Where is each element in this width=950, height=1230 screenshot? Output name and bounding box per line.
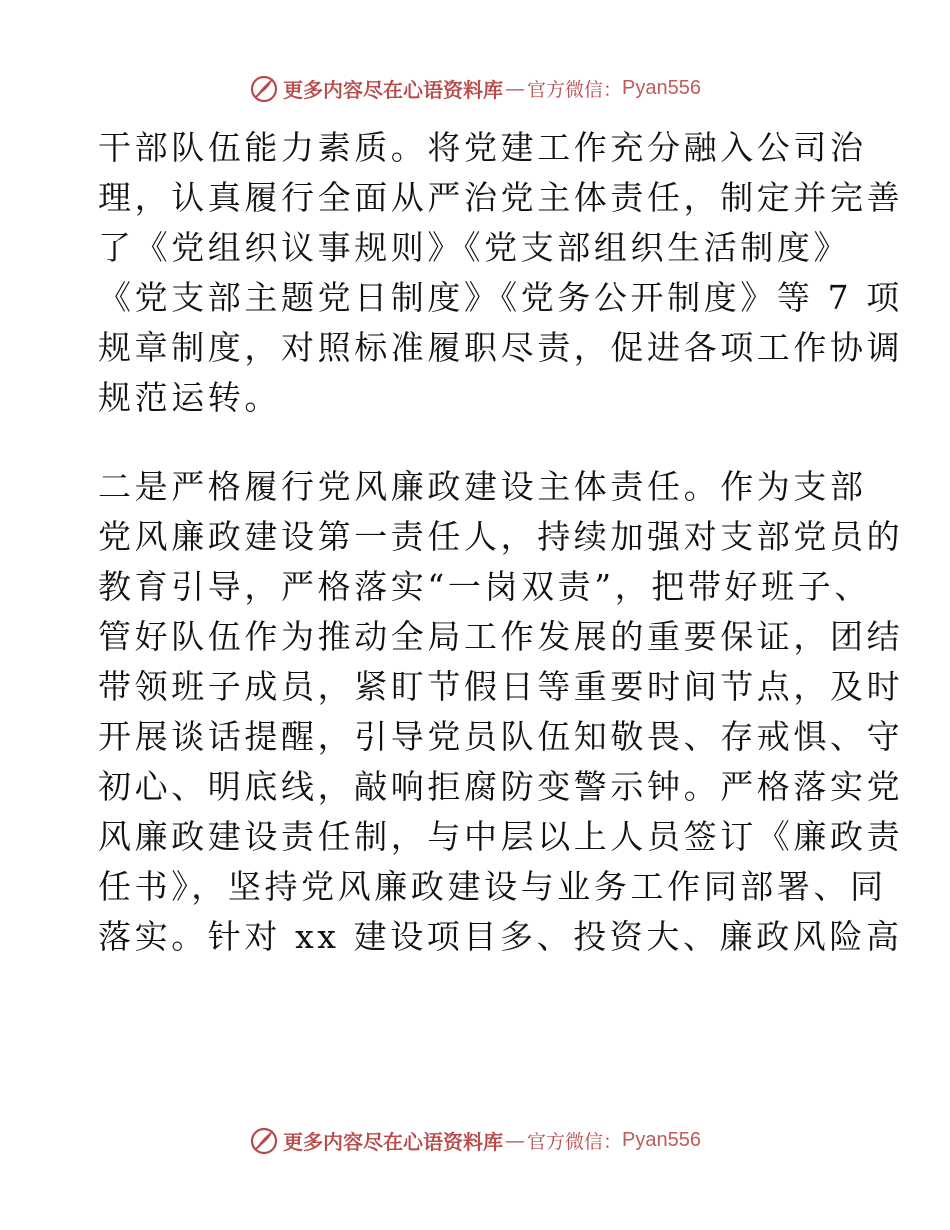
quill-seal-icon — [249, 73, 279, 103]
document-body — [98, 123, 904, 962]
site-name: 更多内容尽在心语资料库 — [283, 1129, 503, 1154]
quill-seal-icon — [249, 1125, 279, 1155]
text-line: 带领班子成员，紧盯节假日等重要时间节点，及时 — [98, 667, 904, 706]
text-line: 初心、明底线，敲响拒腐防变警示钟。严格落实党 — [98, 767, 904, 806]
paragraph-2 — [98, 462, 904, 962]
wechat-label: 官方微信： — [527, 1130, 623, 1153]
paragraph-1 — [98, 123, 904, 423]
text-line: 管好队伍作为推动全局工作发展的重要保证，团结 — [98, 617, 904, 656]
wechat-id: Pyan556 — [622, 1128, 701, 1151]
header-banner — [0, 68, 950, 108]
text-line: 任书》，坚持党风廉政建设与业务工作同部署、同 — [98, 867, 887, 906]
banner-separator: — — [505, 1128, 525, 1152]
wechat-label: 官方微信： — [527, 78, 623, 101]
text-line: 教育引导，严格落实“一岗双责”，把带好班子、 — [98, 567, 871, 606]
text-line: 风廉政建设责任制，与中层以上人员签订《廉政责 — [98, 817, 904, 856]
text-line: 党风廉政建设第一责任人，持续加强对支部党员的 — [98, 517, 904, 556]
text-line: 《党支部主题党日制度》《党务公开制度》等 7 项 — [98, 278, 903, 317]
text-line: 了《党组织议事规则》《党支部组织生活制度》 — [98, 228, 851, 267]
text-line: 二是严格履行党风廉政建设主体责任。作为支部 — [98, 467, 867, 506]
text-line: 开展谈话提醒，引导党员队伍知敬畏、存戒惧、守 — [98, 717, 904, 756]
site-name: 更多内容尽在心语资料库 — [283, 77, 503, 102]
text-line: 干部队伍能力素质。将党建工作充分融入公司治 — [98, 128, 867, 167]
text-line: 落实。针对 xx 建设项目多、投资大、廉政风险高 — [98, 917, 903, 956]
footer-banner — [0, 1120, 950, 1160]
wechat-id: Pyan556 — [622, 76, 701, 99]
banner-separator: — — [505, 76, 525, 100]
text-line: 规范运转。 — [98, 378, 281, 417]
text-line: 规章制度，对照标准履职尽责，促进各项工作协调 — [98, 328, 904, 367]
text-line: 理，认真履行全面从严治党主体责任，制定并完善 — [98, 178, 904, 217]
